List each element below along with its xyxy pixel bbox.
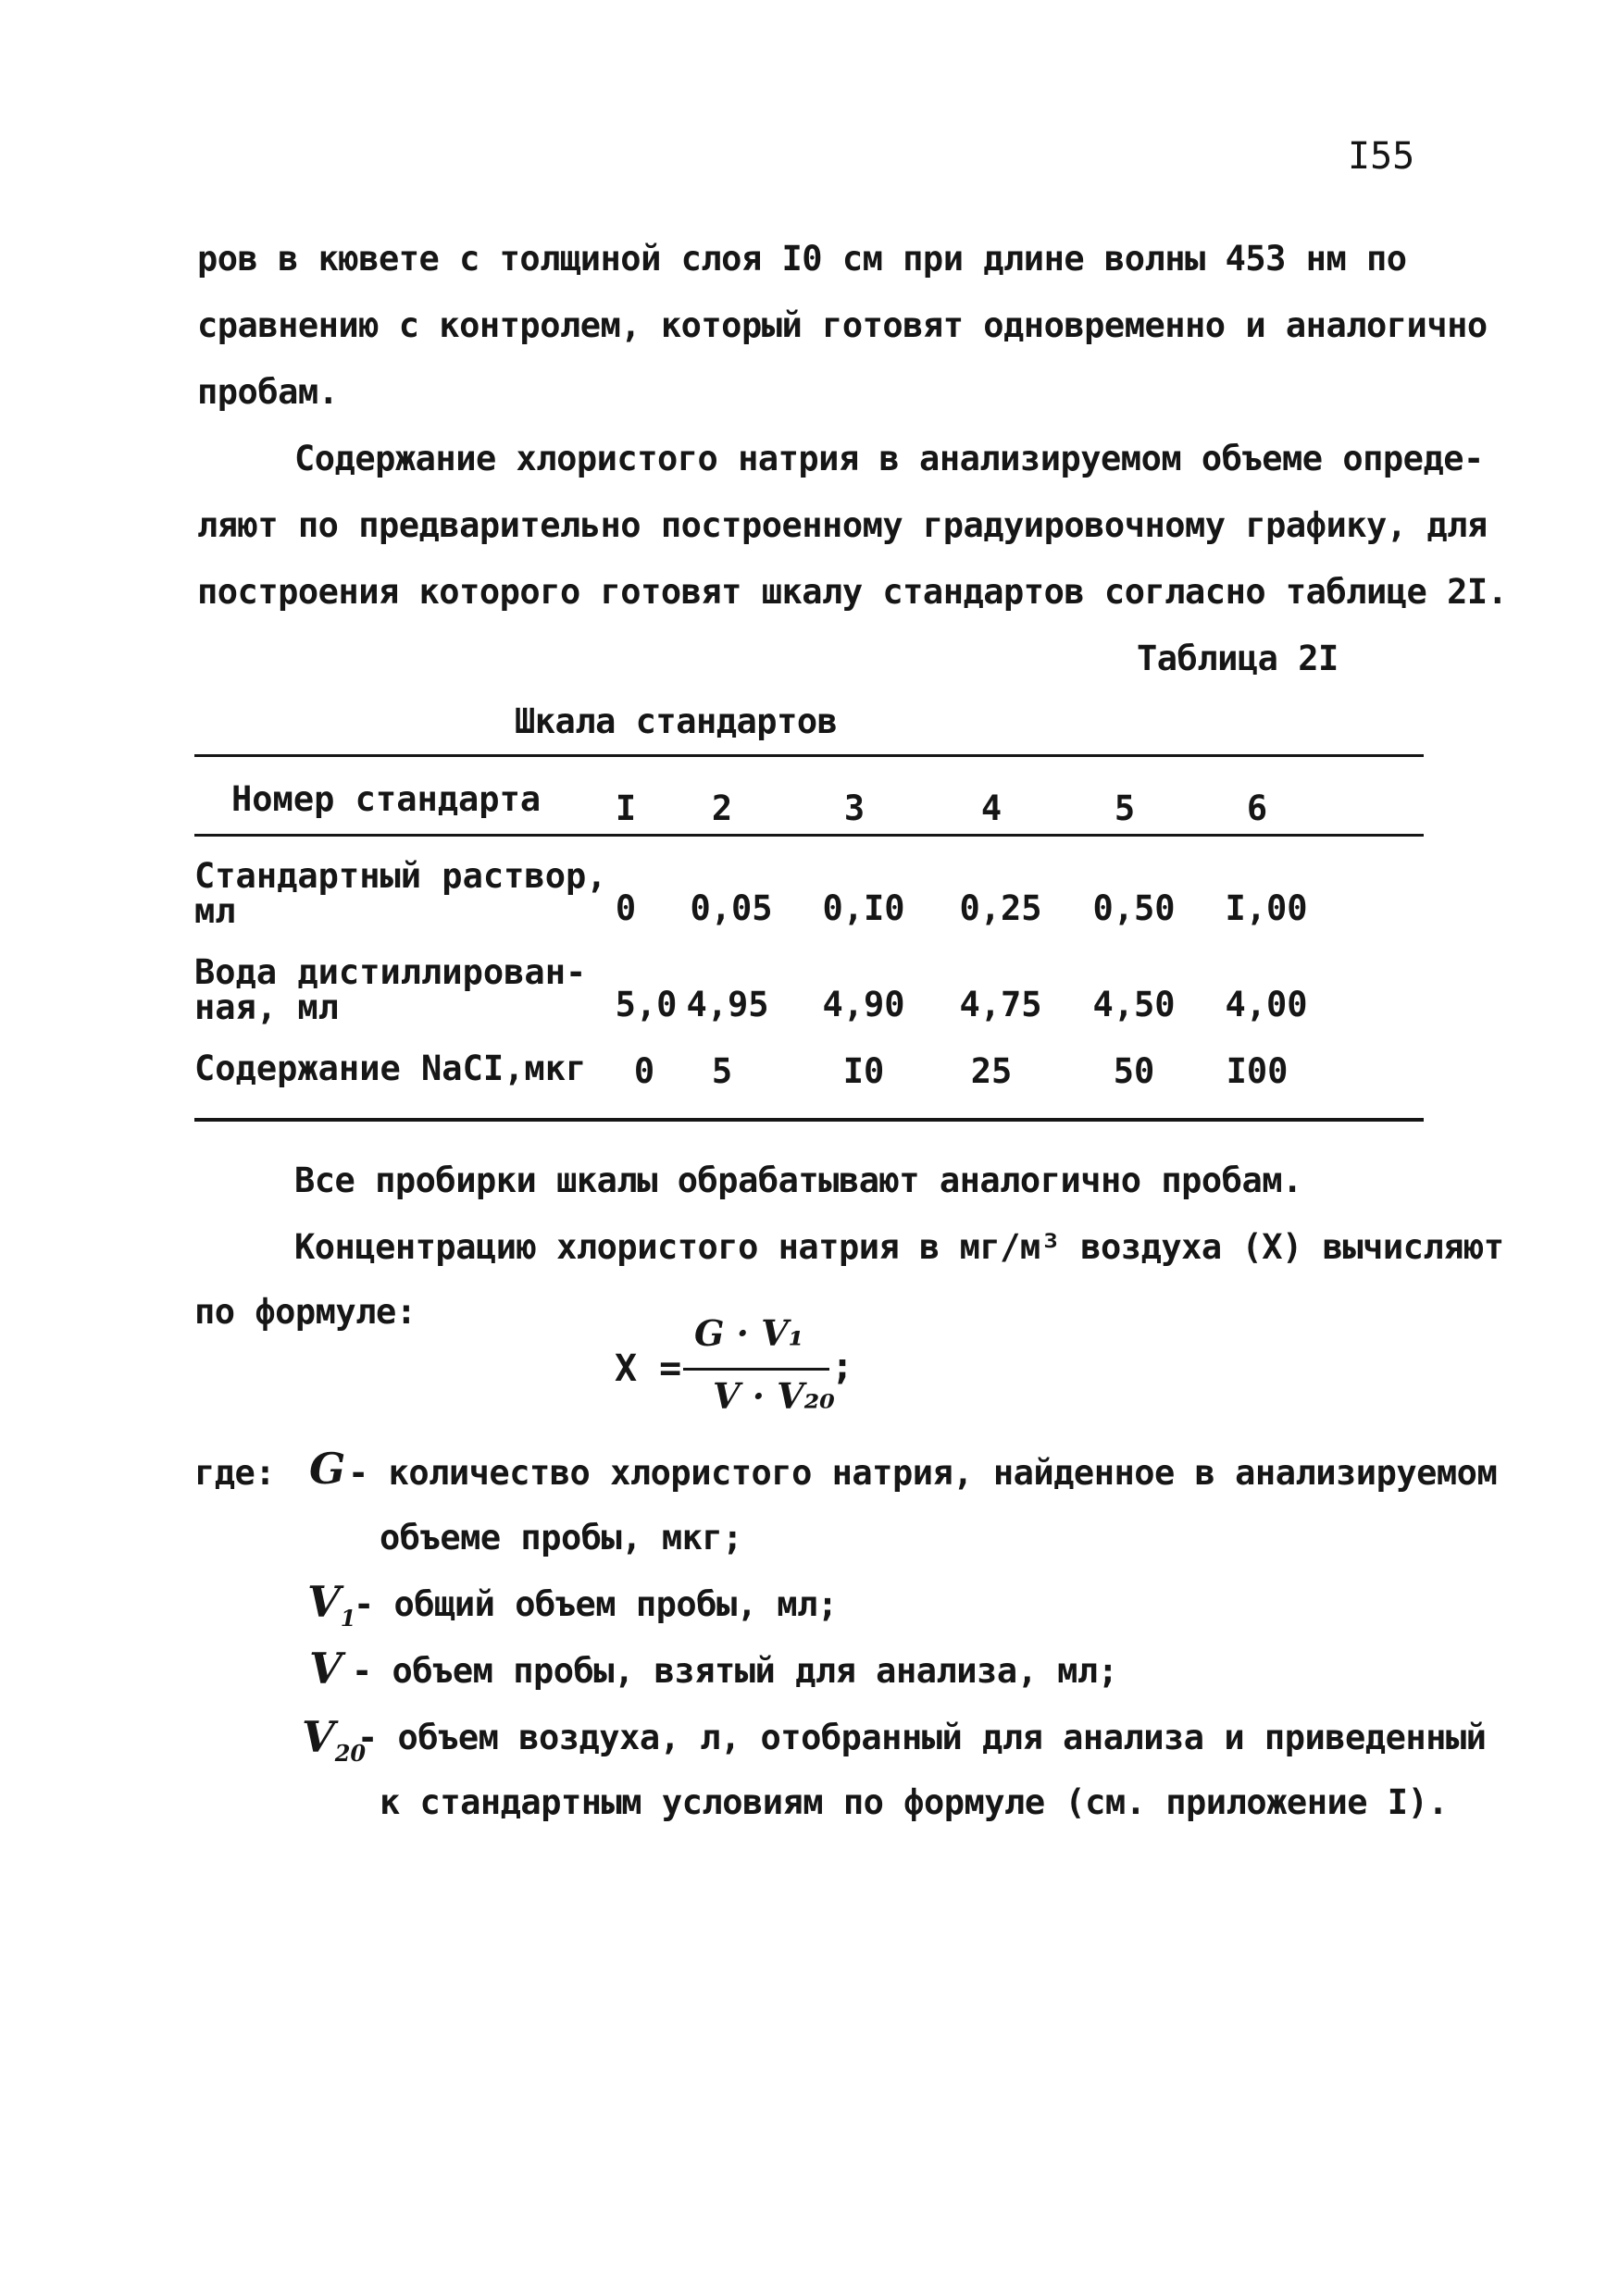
symbol-letter: V [302,1712,335,1762]
table-column-header: 6 [1246,788,1268,828]
symbol-letter: G [309,1444,346,1494]
table-cell: 5 [711,1051,733,1091]
definition-v20-line-2: к стандартным условиям по формуле (см. приложение I). [380,1782,1449,1822]
symbol-v20 [302,1712,367,1767]
table-cell: 25 [970,1051,1013,1091]
row-label-line: мл [194,891,236,931]
formula-lhs: Х = [615,1347,682,1390]
table-column-header: 2 [711,788,733,828]
table-column-header: 3 [843,788,866,828]
table-row-label [194,856,607,931]
table-cell: 4,50 [1092,985,1176,1024]
formula-denominator: V · V₂₀ [713,1375,835,1417]
symbol-letter: V [309,1644,342,1694]
paragraph-2-line-3: построения которого готовят шкалу стандартов согласно таблице 2I. [197,572,1508,612]
table-row-label: Содержание NaCI,мкг [194,1049,587,1088]
table-cell: 0 [633,1051,655,1091]
paragraph-4-line-2: по формуле: [194,1292,417,1332]
symbol-letter: V [307,1577,341,1627]
paragraph-3: Все пробирки шкалы обрабатывают аналогично пробам. [294,1160,1302,1200]
table-column-header: 5 [1114,788,1136,828]
paragraph-1-line-1: ров в кювете с толщиной слоя I0 см при длине волны 453 нм по [197,239,1407,279]
row-label-line: Стандартный раствор, [194,856,607,896]
table-header-rule [194,834,1424,837]
table-top-rule [194,754,1424,757]
formula-end: ; [831,1346,854,1388]
definition-v: - объем пробы, взятый для анализа, мл; [352,1651,1118,1691]
formula-numerator: G · V₁ [694,1312,804,1354]
table-cell: 0 [615,888,637,928]
row-label-line: Вода дистиллирован- [194,952,587,992]
table-cell: I0 [842,1051,885,1091]
table-cell: 5,0 [615,985,678,1024]
table-cell: I,00 [1225,888,1308,928]
definition-v20-line-1: - объем воздуха, л, отобранный для анализа и приведенный [357,1718,1487,1757]
symbol-g [309,1444,345,1494]
table-column-header: I [615,788,637,828]
formula-fraction-bar [683,1368,829,1371]
definition-v1: - общий объем пробы, мл; [354,1584,838,1624]
table-cell: 0,I0 [822,888,905,928]
paragraph-2-line-2: ляют по предварительно построенному градуировочному графику, для [197,505,1488,545]
definition-g-line-1: - количество хлористого натрия, найденное в анализируемом [348,1453,1498,1493]
paragraph-4-line-1: Концентрацию хлористого натрия в мг/м³ воздуха (Х) вычисляют [294,1227,1504,1267]
table-cell: 0,50 [1092,888,1176,928]
table-label: Таблица 2I [1137,639,1339,678]
table-cell: 50 [1113,1051,1155,1091]
symbol-subscript: 20 [334,1740,367,1767]
table-header-label: Номер стандарта [231,779,542,819]
table-title: Шкала стандартов [515,701,838,741]
where-label: где: [194,1453,276,1493]
definition-g-line-2: объеме пробы, мкг; [380,1518,742,1558]
table-row-label [194,952,587,1027]
row-label-line: ная, мл [194,987,339,1027]
symbol-v1 [307,1577,356,1632]
paragraph-1-line-3: пробам. [197,372,339,412]
table-column-header: 4 [980,788,1003,828]
page-number: I55 [1348,135,1415,178]
paragraph-2-line-1: Содержание хлористого натрия в анализируемом объеме опреде- [294,439,1484,478]
table-cell: 4,95 [686,985,769,1024]
table-cell: I00 [1226,1051,1289,1091]
symbol-v [309,1644,342,1694]
table-cell: 4,90 [822,985,905,1024]
table-bottom-rule [194,1118,1424,1122]
table-cell: 4,75 [959,985,1042,1024]
table-cell: 4,00 [1225,985,1308,1024]
table-cell: 0,05 [690,888,773,928]
paragraph-1-line-2: сравнению с контролем, который готовят одновременно и аналогично [197,305,1488,345]
symbol-subscript: 1 [340,1605,356,1632]
table-cell: 0,25 [959,888,1042,928]
